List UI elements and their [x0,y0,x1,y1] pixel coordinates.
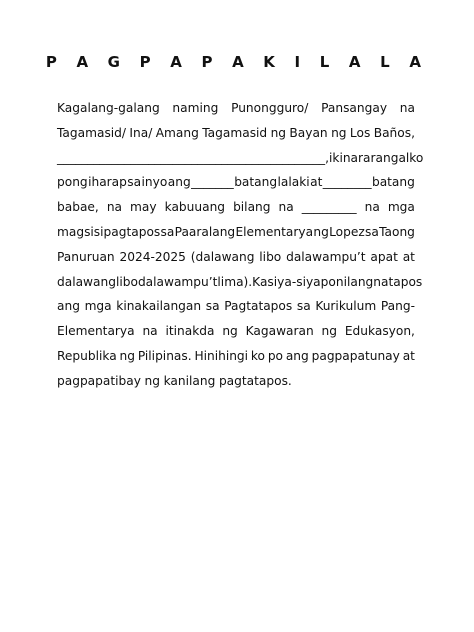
paragraph-word: natapos [373,274,423,289]
paragraph-word: Ina/ [129,125,153,140]
paragraph-word: Kagalang-galang [57,101,160,115]
paragraph-word: _________ [301,200,357,215]
paragraph-word: na [106,200,123,215]
paragraph-word: may [130,200,157,215]
paragraph-word: na [364,200,380,215]
paragraph-word: ang [57,299,80,314]
document-title: P A G P A P A K I L A L A [45,53,429,71]
paragraph-word: Pagtatapos [224,299,293,314]
paragraph-word: magsisipagtapos [57,224,161,239]
paragraph-word: dalawang [57,274,116,289]
paragraph-line [57,369,415,394]
paragraph-word: Republika [57,348,117,363]
paragraph-word: mga [84,299,112,314]
paragraph-word: dalawampu’t [137,274,218,289]
paragraph-word: Kasiya-siya [252,274,321,289]
paragraph-word: sa [160,224,175,239]
paragraph-word: Hinihingi [194,348,249,363]
paragraph-word: libo [115,274,138,289]
paragraph-word: sa [365,224,379,239]
paragraph-word: at [310,175,323,190]
paragraph-word: na [278,200,294,215]
paragraph-word: pagpapatibay [57,373,141,388]
paragraph-word: sa [296,299,311,314]
paragraph-word: itinakda [165,324,215,339]
paragraph-word: ng [119,348,135,363]
paragraph-line [57,344,415,369]
paragraph-word: iharap [88,175,127,190]
paragraph-line [57,195,415,220]
paragraph-word: ang [285,348,309,363]
paragraph-word: Amang [155,125,199,140]
paragraph-line [57,170,415,195]
paragraph-word: Kurikulum [315,299,377,314]
paragraph-word: na [142,324,158,339]
paragraph-word: po [267,348,284,363]
paragraph-word: Panuruan [57,249,115,264]
paragraph-word: naming [172,101,219,115]
paragraph-word: (dalawang [190,249,255,264]
paragraph-word: bilang [233,200,271,215]
paragraph-word: ko [409,150,424,165]
paragraph-word: mga [387,200,415,215]
paragraph-line [57,96,415,121]
paragraph-word: ng [222,324,238,339]
paragraph-word: Paaralang [174,224,236,239]
paragraph-word: Pansangay [321,101,388,115]
paragraph-line [57,146,424,171]
paragraph-word: Pilipinas. [137,348,192,363]
paragraph-word: ng [144,373,160,388]
paragraph-word: Kagawaran [245,324,314,339]
paragraph-word: ang [167,175,191,190]
paragraph-word: _______ [191,175,234,190]
paragraph-word: Edukasyon, [344,324,415,339]
paragraph-line [57,220,415,245]
paragraph-word: ________ [322,175,372,190]
paragraph-word: babae, [57,200,99,215]
paragraph-word: Baños, [373,125,415,140]
paragraph-word: batang [371,175,415,190]
paragraph-word: sa [205,299,220,314]
paragraph-word: apat [370,249,398,264]
paragraph-word: Punongguro/ [231,101,309,115]
paragraph-word: dalawampu’t [286,249,366,264]
paragraph-word: Los [349,125,371,140]
paragraph-word: Bayan [289,125,328,140]
paragraph-word: ng [331,125,347,140]
paragraph-word: inyo [141,175,168,190]
paragraph-word: pagpapatunay [311,348,400,363]
paragraph-line [57,245,415,270]
paragraph-word: Lopez [329,224,365,239]
paragraph-line [57,270,423,295]
paragraph-word: pong [57,175,88,190]
paragraph-word: 2024-2025 [119,249,186,264]
paragraph-line [57,294,415,319]
paragraph-word: kinakailangan [116,299,202,314]
paragraph-word: at [402,348,415,363]
paragraph-word: Taong [379,224,415,239]
paragraph-word: kanilang [163,373,216,388]
paragraph-word: lalaki [277,175,310,190]
paragraph-word: at [402,249,415,264]
paragraph-line [57,319,415,344]
paragraph-word: po [320,274,336,289]
paragraph-word: Elementarya [235,224,314,239]
paragraph-word: ng [321,324,338,339]
paragraph-word: sa [127,175,142,190]
body-paragraph [57,96,424,394]
paragraph-word: ____________________________________________, [57,150,329,165]
paragraph-word: Elementarya [57,324,135,339]
paragraph-word: libo [259,249,282,264]
paragraph-word: nilang [335,274,374,289]
paragraph-word: ikinararangal [329,150,410,165]
paragraph-word: ng [270,125,287,140]
paragraph-word: ng [313,224,329,239]
paragraph-word: ko [250,348,265,363]
paragraph-word: Pang- [380,299,415,314]
paragraph-word: Tagamasid/ [57,125,127,140]
paragraph-word: kabuuang [164,200,226,215]
paragraph-word: Tagamasid [202,125,268,140]
paragraph-line [57,121,415,146]
paragraph-word: na [399,101,415,115]
paragraph-word: lima). [217,274,253,289]
paragraph-word: batang [234,175,278,190]
paragraph-word: pagtatapos. [218,373,292,388]
